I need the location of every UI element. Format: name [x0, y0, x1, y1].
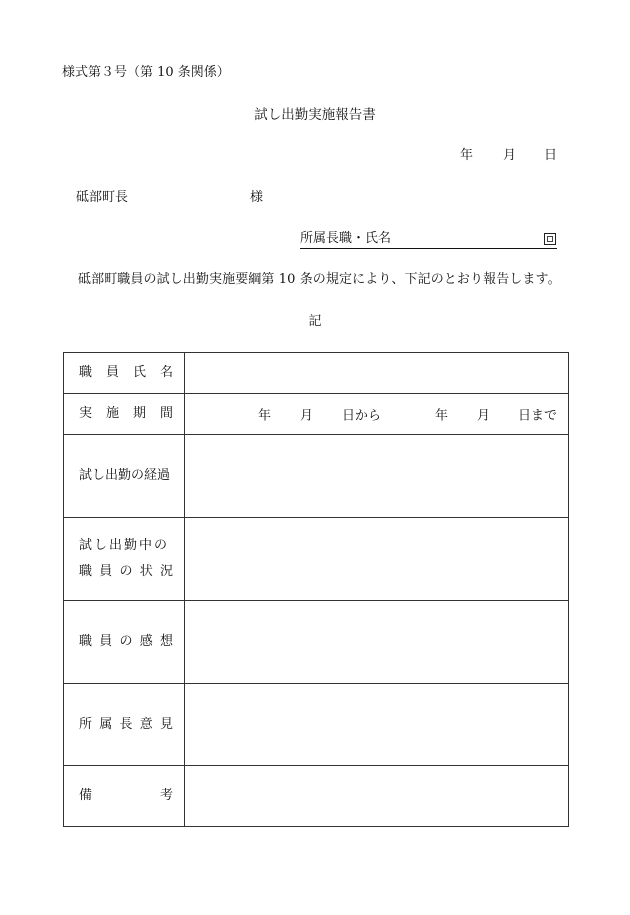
date-line [460, 148, 557, 164]
document-title: 試し出勤実施報告書 [254, 107, 376, 123]
date-day-label: 日 [544, 148, 558, 163]
report-table [63, 352, 569, 827]
label-impression: 職 員 の 感 想 [64, 601, 185, 684]
period-field[interactable] [185, 394, 569, 435]
period-from-year: 年 [258, 408, 272, 424]
label-staff-name: 職 員 氏 名 [64, 353, 185, 394]
label-period: 実 施 期 間 [64, 394, 185, 435]
signature-label: 所属長職・氏名 [300, 231, 392, 246]
table-row-remarks [64, 766, 569, 827]
period-to-day: 日まで [518, 408, 558, 424]
table-row-period [64, 394, 569, 435]
impression-field[interactable] [185, 601, 569, 684]
remarks-field[interactable] [185, 766, 569, 827]
condition-field[interactable] [185, 518, 569, 601]
intro-text: 砥部町職員の試し出勤実施要綱第 10 条の規定により、下記のとおり報告します。 [78, 272, 561, 287]
addressee-name: 砥部町長 [76, 190, 129, 205]
table-row-opinion [64, 684, 569, 766]
label-progress: 試し出勤の経過 [64, 435, 185, 518]
progress-field[interactable] [185, 435, 569, 518]
date-month-label: 月 [503, 148, 517, 163]
form-number: 様式第３号（第 10 条関係） [62, 65, 230, 80]
opinion-field[interactable] [185, 684, 569, 766]
table-row-impression [64, 601, 569, 684]
seal-icon [544, 233, 556, 245]
table-row-condition [64, 518, 569, 601]
addressee-honorific: 様 [250, 190, 264, 205]
period-to-year: 年 [435, 408, 449, 424]
period-from-month: 月 [300, 408, 314, 424]
table-row-staff-name [64, 353, 569, 394]
staff-name-field[interactable] [185, 353, 569, 394]
period-to-month: 月 [477, 408, 491, 424]
label-remarks: 備 考 [64, 766, 185, 827]
signature-line [300, 231, 557, 249]
table-row-progress [64, 435, 569, 518]
ki-heading: 記 [308, 314, 322, 329]
label-opinion: 所 属 長 意 見 [64, 684, 185, 766]
period-from-day: 日から [342, 408, 382, 424]
label-condition: 試し出勤中の 職 員 の 状 況 [64, 518, 185, 601]
date-year-label: 年 [460, 148, 474, 163]
